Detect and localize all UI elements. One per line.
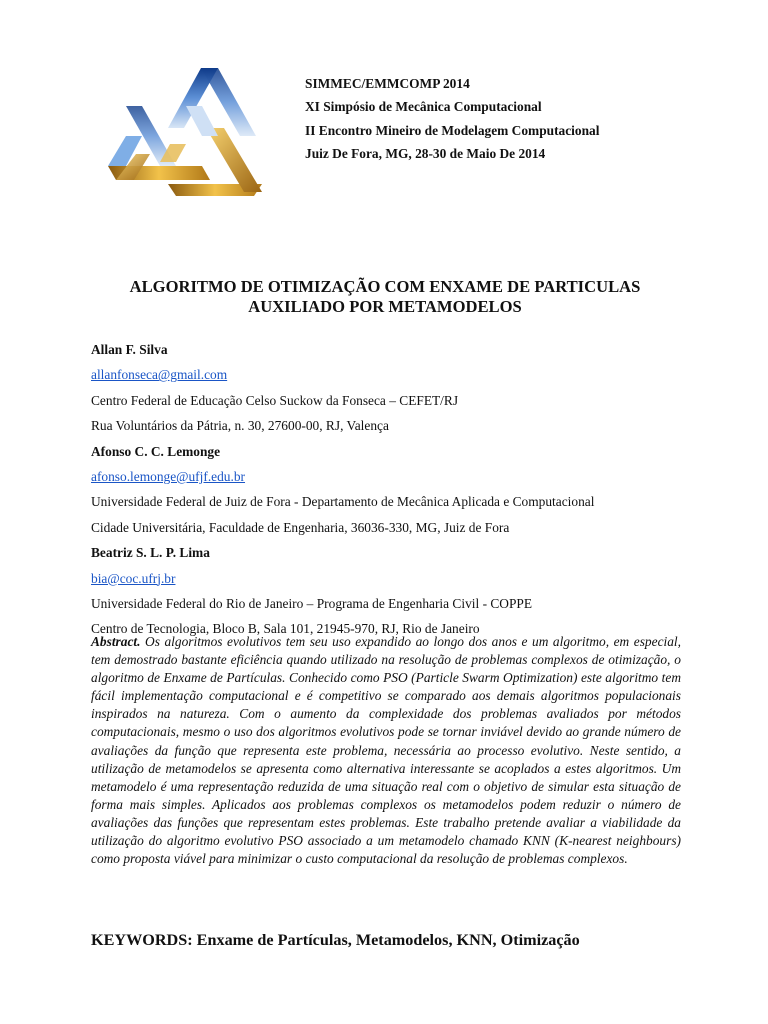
- author-email-link[interactable]: allanfonseca@gmail.com: [91, 367, 228, 383]
- author-address: Centro de Tecnologia, Bloco B, Sala 101, 21945-970, RJ, Rio de Janeiro: [91, 621, 480, 637]
- author-name: Beatriz S. L. P. Lima: [91, 545, 210, 561]
- author-affiliation: Centro Federal de Educação Celso Suckow da Fonseca – CEFET/RJ: [91, 392, 459, 408]
- conference-info: [305, 72, 599, 165]
- conference-line: XI Simpósio de Mecânica Computacional: [305, 99, 542, 115]
- conference-line: II Encontro Mineiro de Modelagem Computacional: [305, 122, 600, 138]
- author-email-link[interactable]: afonso.lemonge@ufjf.edu.br: [91, 468, 246, 484]
- conference-line: SIMMEC/EMMCOMP 2014: [305, 76, 470, 91]
- abstract-text: Os algoritmos evolutivos tem seu uso expandido ao longo dos anos e um algoritmo, em especial, tem demostrado bastante eficiência quando utilizado na resolução de problemas complexos de otimização, o algoritmo de Enxame de Partículas. Conhecido como PSO (Particle Swarm Optimization) este algoritmo tem fácil implementação computacional e é competitivo se comparado aos demais algoritmos populacionais inspirados na natureza. Com o aumento da complexidade dos problemas avaliados por métodos computacionais, mesmo o uso dos algoritmos evolutivos pode se tornar inviável devido ao grande número de avaliações da função que representa este problema, necessária ao processo evolutivo. Neste sentido, a utilização de metamodelos se apresenta como alternativa interessante se acoplados a estes algoritmos. Um metamodelo é uma representação reduzida de uma situação real com o objetivo de simular esta situação de forma mais simples. Aplicados aos problemas complexos os metamodelos podem reduzir o número de avaliações das funções que representam estes problemas. Este trabalho pretende avaliar a viabilidade da utilização do algoritmo evolutivo PSO associado a um metamodelo chamado KNN (K-nearest neighbours) como proposta viável para minimizar o custo computacional da resolução de problemas complexos.: [91, 634, 681, 867]
- author-name: Allan F. Silva: [91, 342, 168, 357]
- author-email-link[interactable]: bia@coc.ufrj.br: [91, 570, 176, 586]
- author-affiliation: Universidade Federal do Rio de Janeiro – Programa de Engenharia Civil - COPPE: [91, 595, 533, 611]
- author-address: Rua Voluntários da Pátria, n. 30, 27600-00, RJ, Valença: [91, 418, 389, 434]
- author-affiliation: Universidade Federal de Juiz de Fora - Departamento de Mecânica Aplicada e Computacional: [91, 494, 595, 510]
- paper-title: [80, 277, 690, 317]
- conference-line: Juiz De Fora, MG, 28-30 de Maio De 2014: [305, 145, 546, 161]
- author-address: Cidade Universitária, Faculdade de Engenharia, 36036-330, MG, Juiz de Fora: [91, 519, 510, 535]
- author-name: Afonso C. C. Lemonge: [91, 443, 221, 459]
- abstract: [91, 633, 681, 868]
- author-list: [91, 337, 691, 642]
- conference-logo: [106, 66, 264, 198]
- title-line: ALGORITMO DE OTIMIZAÇÃO COM ENXAME DE PARTICULAS: [129, 277, 641, 296]
- abstract-label: Abstract.: [91, 634, 141, 649]
- title-line: AUXILIADO POR METAMODELOS: [248, 297, 522, 316]
- keywords: KEYWORDS: Enxame de Partículas, Metamodelos, KNN, Otimização: [91, 931, 580, 949]
